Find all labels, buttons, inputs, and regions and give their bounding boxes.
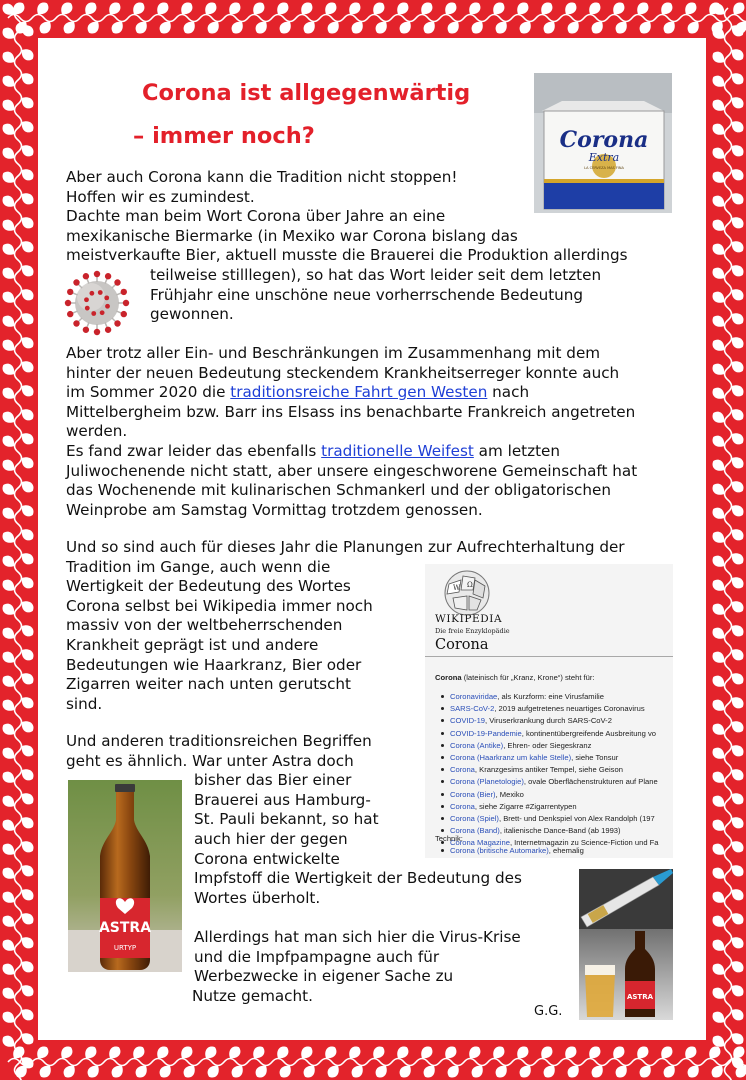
virus-spike [94,329,100,335]
text-line: Juliwochenende nicht statt, aber unsere eingeschworene Gemeinschaft hat [66,461,638,480]
virus-spike [114,320,120,326]
text-line: Corona entwickelte [194,849,340,868]
text-line: Hoffen wir es zumindest. [66,187,255,206]
vaccine-beer-photo [579,869,673,1020]
wikipedia-link[interactable]: COVID-19 [450,716,486,726]
text-line: mexikanische Biermarke (in Mexiko war Corona bislang das [66,226,518,245]
text-line: Es fand zwar leider das ebenfalls traditionelle Weifest am letzten [66,441,561,460]
text-line: Und so sind auch für dieses Jahr die Planungen zur Aufrechterhaltung der [66,538,625,556]
text-line: gewonnen. [150,305,234,324]
wikipedia-link[interactable]: COVID-19-Pandemie [450,728,522,738]
text-line: das Wochenende mit kulinarischen Schmankerl und der obligatorischen [66,481,611,500]
virus-spike [94,271,100,277]
wikipedia-heading: Corona [435,637,489,653]
astra-bottle-photo [68,780,182,972]
text-line: Frühjahr eine unschöne neue vorherrschende Bedeutung [150,285,584,304]
virus-spike [114,279,120,285]
svg-text:W: W [453,584,461,592]
virus-spike [65,300,71,306]
vine-ornament [15,8,22,1080]
title-line-1: Corona ist allgegenwärtig [142,80,471,106]
paragraph-1 [66,168,628,325]
coronavirus-image [62,268,132,338]
text-line: Werbezwecke in eigener Sache zu [194,967,454,986]
wikipedia-item-text: , Internetmagazin zu Science-Fiction und Fa [509,838,659,848]
text-line: werden. [66,422,128,441]
wikipedia-link[interactable]: Coronaviridae [450,692,498,701]
wikipedia-item-text: , ehemalig [548,846,584,855]
text-line: hinter der neuen Bedeutung steckendem Krankheitserreger konnte auch [66,363,620,382]
text-line: Allerdings hat man sich hier die Virus-Krise [194,928,521,946]
text-line: meistverkaufte Bier, aktuell musste die Brauerei die Produktion allerdings [66,246,628,265]
text-line: Brauerei aus Hamburg- [194,790,371,809]
wikipedia-link[interactable]: Corona [450,801,475,811]
wikipedia-link[interactable]: SARS-CoV-2 [450,704,495,714]
wikipedia-link[interactable]: Corona (Haarkranz um kahle Stelle) [450,753,572,763]
wikipedia-link[interactable]: Corona (Bier) [450,789,496,799]
wikipedia-item-text: , 2019 aufgetretenes neuartiges Coronavirus [494,704,645,714]
text-line: Weinprobe am Samstag Vormittag trotzdem genossen. [66,500,483,519]
text-line: Aber auch Corona kann die Tradition nicht stoppen! [66,168,458,186]
wikipedia-technik-label: Technik: [435,834,463,843]
text-line: auch hier der gegen [194,829,348,848]
text-line: Wertigkeit der Bedeutung des Wortes [66,577,351,596]
wikipedia-intro: Corona (lateinisch für „Kranz, Krone“) steht für: [435,673,595,682]
bullet-icon [441,695,444,698]
virus-spike [123,300,129,306]
bullet-icon [441,707,444,710]
wikipedia-item-text: , kontinentübergreifende Ausbreitung vo [521,728,657,738]
wikipedia-link[interactable]: Corona Magazine [450,838,510,848]
text-line: teilweise stilllegen), so hat das Wort leider seit dem letzten [150,265,602,284]
virus-spike [105,273,111,279]
vine-ornament [8,1059,746,1066]
content-area [38,38,706,1040]
text-line: geht es ähnlich. War unter Astra doch [66,751,354,770]
link-weifest[interactable]: traditionelle Weifest [321,441,474,460]
wikipedia-list-item [435,691,659,703]
wikipedia-link[interactable]: Corona (Planetologie) [450,777,524,787]
text-line: Corona selbst bei Wikipedia immer noch [66,596,373,615]
astra-brand-text: ASTRA [98,920,152,936]
wikipedia-item-text: , siehe Zigarre #Zigarrentypen [474,801,577,811]
text-line: Mittelbergheim bzw. Barr ins Elsass ins benachbarte Frankreich angetreten [66,402,636,421]
vine-ornament [8,15,746,22]
wikipedia-logo-text: WIKIPEDIA [435,613,503,625]
corona-seal-text: LA CERVEZA MAS FINA [584,166,624,170]
virus-spike [83,273,89,279]
virus-spike [121,289,127,295]
corona-brand-text: Corona [559,127,649,153]
astra-sub-text: URTYP [113,944,137,952]
text-line: Aber trotz aller Ein- und Beschränkungen im Zusammenhang mit dem [66,344,601,362]
virus-spike [67,289,73,295]
wikipedia-link[interactable]: Corona (britische Automarke) [450,846,549,855]
vine-ornament [725,8,732,1080]
text-line: massiv von der weltbeherrschenden [66,616,343,635]
wikipedia-link[interactable]: Corona [450,765,475,775]
wikipedia-link[interactable]: Corona (Antike) [450,740,504,750]
wikipedia-item-text: , siehe Tonsur [571,753,619,763]
virus-spike [105,327,111,333]
wikipedia-item-text: , als Kurzform: eine Virusfamilie [497,692,604,701]
wikipedia-list-item [435,715,659,727]
wikipedia-link[interactable]: Corona (Band) [450,826,500,836]
text-line: Bedeutungen wie Haarkranz, Bier oder [66,655,362,674]
text-line: bisher das Bier einer [194,771,352,790]
svg-text:Ω: Ω [467,581,473,589]
virus-spike [83,327,89,333]
paragraph-2 [66,344,637,520]
virus-spike [73,320,79,326]
text-line: im Sommer 2020 die traditionsreiche Fahrt gen Westen nach [66,383,530,402]
wikipedia-item-text: , Ehren- oder Siegeskranz [503,740,592,750]
virus-spike [73,279,79,285]
wikipedia-item-text: , Mexiko [495,789,524,799]
wikipedia-item-text: , ovale Oberflächenstrukturen auf Plane [523,777,658,787]
virus-spike [67,311,73,317]
wikipedia-tagline: Die freie Enzyklopädie [435,627,510,635]
wikipedia-item-text: , Viruserkrankung durch SARS-CoV-2 [485,716,612,726]
text-line: Impfstoff die Wertigkeit der Bedeutung des [194,869,522,888]
title-line-2: – immer noch? [133,123,315,149]
text-line: Tradition im Gange, auch wenn die [66,557,331,576]
virus-spike [121,311,127,317]
wikipedia-list-item [435,703,659,715]
text-line: Krankheit geprägt ist und andere [66,635,319,654]
signature: G.G. [534,1004,563,1019]
text-line: Dachte man beim Wort Corona über Jahre an eine [66,207,446,226]
text-line: Zigarren weiter nach unten gerutscht [66,675,352,694]
text-line: Wortes überholt. [194,888,321,907]
wikipedia-item-text: , italienische Dance-Band (ab 1993) [499,826,621,836]
wikipedia-globe-icon [439,568,495,618]
text-line: Und anderen traditionsreichen Begriffen [66,732,372,750]
wikipedia-item-text: , Brett- und Denkspiel von Alex Randolph (197 [498,814,655,824]
text-line: sind. [66,694,103,713]
wikipedia-link[interactable]: Corona (Spiel) [450,814,499,824]
paragraph-5 [194,928,521,1006]
text-line: Nutze gemacht. [192,986,313,1005]
vaccine-astra-text: ASTRA [626,993,654,1001]
text-line: und die Impfpampagne auch für [194,947,440,966]
wikipedia-item-text: , Kranzgesims antiker Tempel, siehe Geison [474,765,623,775]
bullet-icon [441,719,444,722]
link-fahrt-gen-westen[interactable]: traditionsreiche Fahrt gen Westen [230,383,488,402]
corona-sub-text: Extra [588,151,620,164]
text-line: St. Pauli bekannt, so hat [194,810,379,829]
divider [425,656,673,657]
